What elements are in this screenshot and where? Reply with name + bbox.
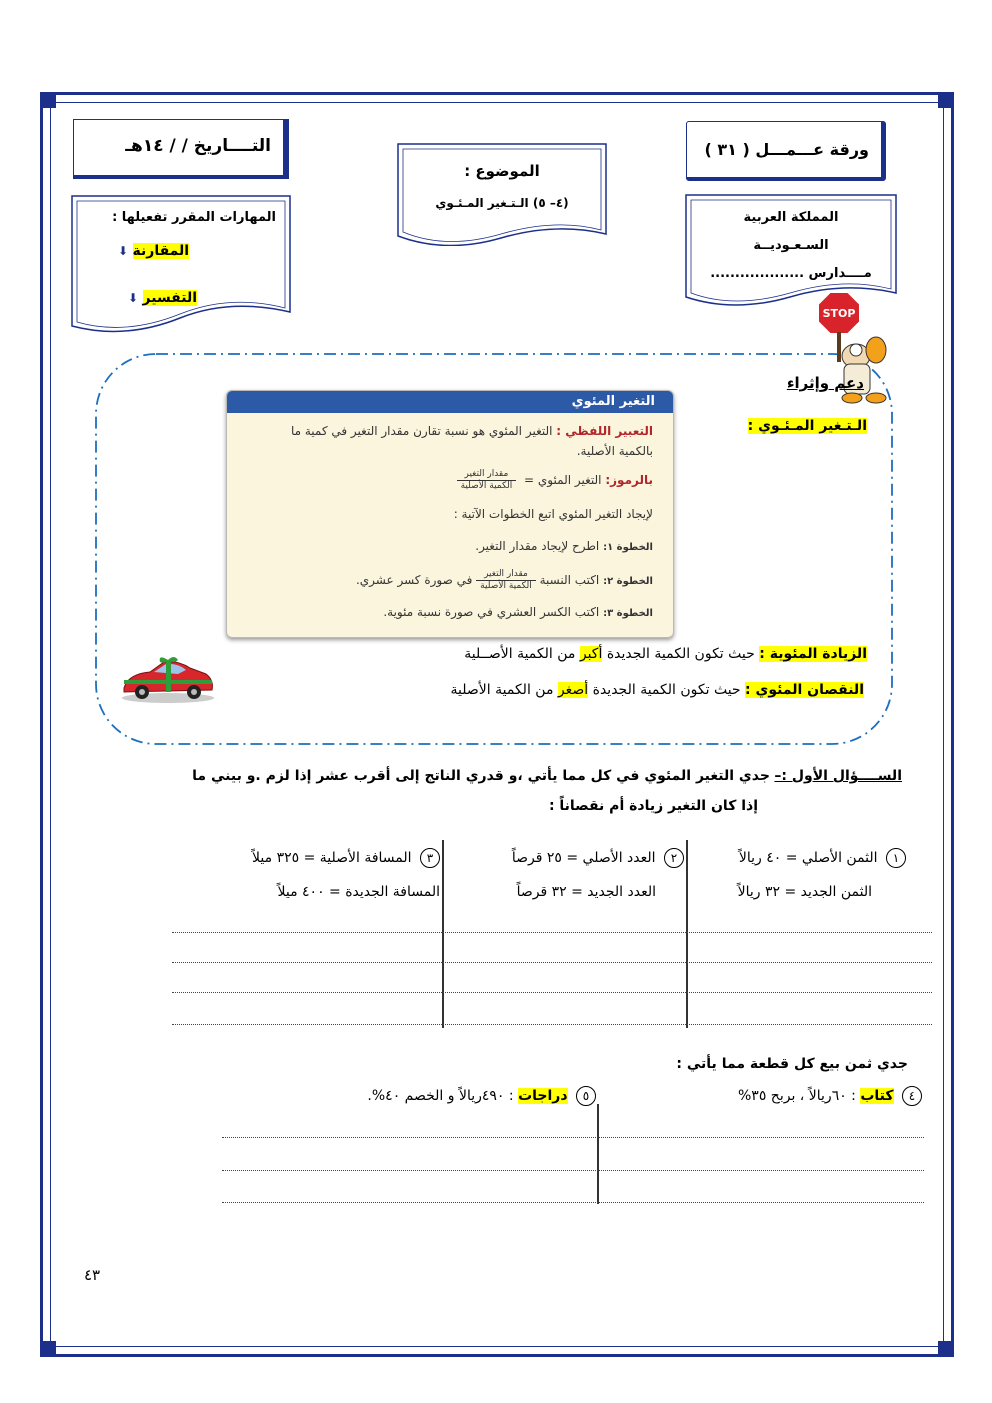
step-3-text: اكتب الكسر العشري في صورة نسبة مئوية.	[383, 605, 600, 619]
skill-compare: المقارنة	[132, 243, 190, 259]
item-number-badge: ٢	[664, 848, 684, 868]
step-2-text-a: اكتب النسبة	[539, 573, 600, 587]
q1-item-1-line-1	[739, 848, 906, 868]
q1-text-1: جدي التغير المئوي في كل مما يأتي ،و قدري الناتج إلى أقرب عشر إذا لزم .و بيني ما	[192, 768, 770, 784]
step-2-text-b: في صورة كسر عشري.	[355, 573, 473, 587]
card-title: التغير المئوي	[227, 391, 673, 413]
frame-corner	[938, 92, 954, 108]
answer-line[interactable]	[222, 1137, 924, 1138]
skills-label: المهارات المقرر تفعيلها :	[112, 210, 276, 225]
step-3-label: الخطوة ٣:	[603, 608, 653, 619]
item-number-badge: ٣	[420, 848, 440, 868]
item-4-text: : ٦٠ريالاً ، بربح ٣٥%	[737, 1088, 856, 1104]
item-text: المسافة الأصلية = ٣٢٥ ميلاً	[252, 850, 412, 866]
q1-label: الســــؤال الأول :–	[774, 768, 902, 784]
topic-label: الموضوع :	[464, 162, 540, 180]
column-divider	[686, 840, 688, 1028]
increase-text-a: حيث تكون الكمية الجديدة	[606, 646, 755, 662]
item-5-text: : ٤٩٠ريالاً و الخصم ٤٠%.	[367, 1088, 514, 1104]
q1-item-1-line-2: الثمن الجديد = ٣٢ ريالاً	[737, 884, 872, 900]
answer-line[interactable]	[172, 932, 932, 933]
topic-banner-shape	[396, 142, 608, 246]
fraction-denominator: الكمية الأصلية	[460, 481, 513, 491]
kingdom-line: المملكة العربية	[743, 210, 839, 225]
q1-text-2: إذا كان التغير زيادة أم نقصاناً :	[548, 798, 758, 814]
arrow-bullet-icon: ⬇	[118, 244, 129, 258]
decrease-text-b: من الكمية الأصلية	[450, 682, 554, 698]
step-1-label: الخطوة ١:	[603, 542, 653, 553]
kingdom-line: مــــدارس ...................	[710, 266, 872, 281]
item-text: العدد الأصلي = ٢٥ قرصاً	[511, 850, 656, 866]
item-number-badge: ١	[886, 848, 906, 868]
answer-line[interactable]	[172, 962, 932, 963]
card-step-2	[356, 569, 653, 592]
decrease-text-a: حيث تكون الكمية الجديدة	[592, 682, 741, 698]
arrow-bullet-icon: ⬇	[128, 291, 139, 305]
frame-corner	[938, 1341, 954, 1357]
support-title: دعم وإثراء	[786, 374, 864, 392]
skill-explain: التفسير	[142, 290, 198, 306]
topic-value: (٤– ٥) الـتـغير المـئـوي	[435, 196, 569, 210]
percent-change-label: الـتـغير المـئـوي :	[747, 418, 867, 434]
increase-label: الزيادة المئوية :	[759, 646, 867, 662]
card-fraction	[457, 469, 517, 492]
column-divider	[442, 840, 444, 1028]
skill-item	[118, 243, 189, 259]
card-symbols-label: بالرموز:	[605, 473, 653, 487]
step-1-text: اطرح لإيجاد مقدار التغير.	[475, 539, 600, 553]
card-verbal-text: التغير المئوي هو نسبة تقارن مقدار التغير في كمية ما بالكمية الأصلية.	[290, 424, 653, 458]
stop-text: STOP	[822, 307, 856, 320]
decrease-label: النقصان المئوي :	[745, 682, 864, 698]
item-5-label: دراجات	[518, 1088, 568, 1104]
card-symbols-text: التغير المئوي =	[524, 473, 602, 487]
q2-intro: جدي ثمن بيع كل قطعة مما يأتي :	[676, 1056, 908, 1072]
frame-corner	[40, 92, 56, 108]
answer-line[interactable]	[222, 1202, 924, 1203]
skill-item	[128, 290, 197, 306]
q1-item-2-line-1	[512, 848, 684, 868]
column-divider	[597, 1104, 599, 1204]
fraction-numerator: مقدار التغير	[476, 569, 536, 581]
q1-item-3-line-1	[252, 848, 440, 868]
card-verbal	[253, 421, 653, 461]
date-label: التــــاريخ / / ١٤هـ	[125, 136, 271, 156]
item-4-label: كتاب	[860, 1088, 894, 1104]
card-verbal-label: التعبير اللفظي :	[556, 424, 653, 438]
item-number-badge: ٤	[902, 1086, 922, 1106]
step-2-label: الخطوة ٢:	[603, 576, 653, 587]
gift-car-icon	[118, 656, 218, 706]
item-text: الثمن الأصلي = ٤٠ ريالاً	[738, 850, 878, 866]
frame-corner	[40, 1341, 56, 1357]
increase-line	[464, 646, 867, 662]
definition-card	[226, 390, 674, 638]
answer-line[interactable]	[172, 992, 932, 993]
decrease-highlight: أصغر	[557, 682, 589, 698]
q1-text-line-1	[192, 768, 902, 784]
answer-line[interactable]	[172, 1024, 932, 1025]
page-number: ٤٣	[84, 1266, 101, 1284]
step-2-fraction	[476, 569, 536, 592]
answer-line[interactable]	[222, 1170, 924, 1171]
card-step-3	[383, 605, 653, 619]
q2-item-5	[367, 1086, 596, 1106]
worksheet-label: ورقة عـــمـــل ( ٣١ )	[704, 140, 869, 159]
card-symbols	[457, 469, 653, 492]
fraction-numerator: مقدار التغير	[457, 469, 517, 481]
increase-text-b: من الكمية الأصــلية	[464, 646, 576, 662]
q1-item-3-line-2: المسافة الجديدة = ٤٠٠ ميلاً	[277, 884, 440, 900]
q1-item-2-line-2: العدد الجديد = ٣٢ قرصاً	[516, 884, 656, 900]
decrease-line	[451, 682, 864, 698]
q2-item-4	[738, 1086, 922, 1106]
card-step-1	[475, 539, 653, 553]
item-number-badge: ٥	[576, 1086, 596, 1106]
kingdom-line: السـعـوديــة	[753, 238, 829, 253]
date-box	[73, 119, 289, 179]
worksheet-box	[686, 121, 886, 181]
fraction-denominator: الكمية الأصلية	[480, 581, 532, 591]
increase-highlight: أكبر	[579, 646, 603, 662]
card-steps-intro: لإيجاد التغير المئوي اتبع الخطوات الآتية :	[453, 507, 653, 521]
